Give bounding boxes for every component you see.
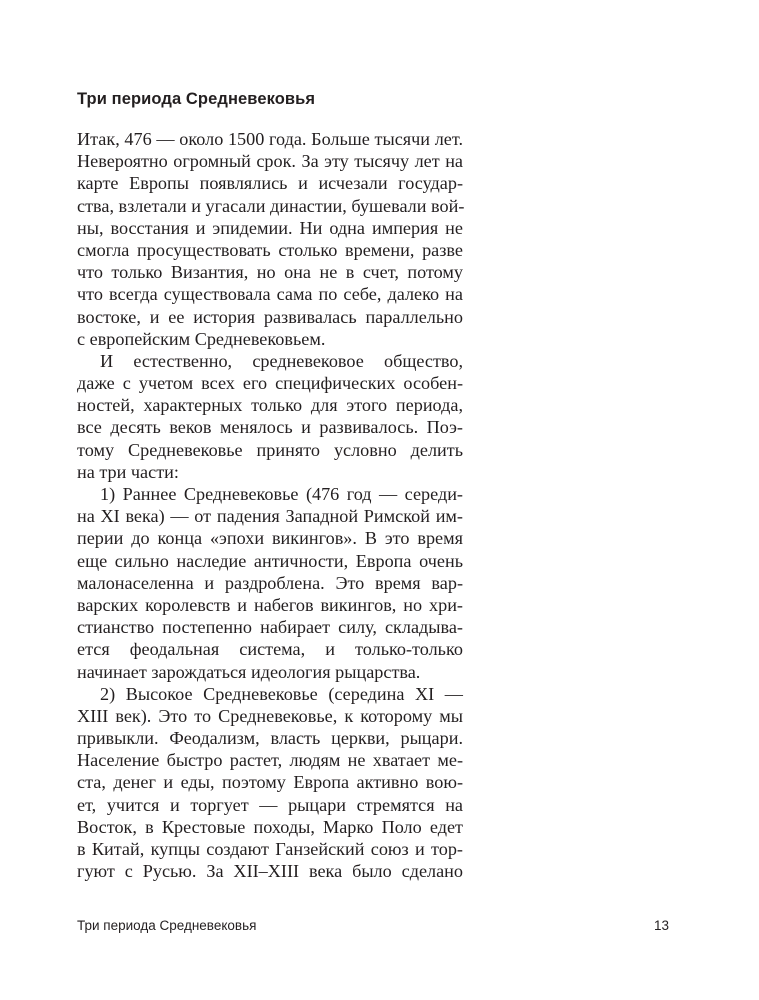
text-line: 2) Высокое Средневековье (середина XI — bbox=[100, 683, 463, 704]
text-line: Итак, 476 — около 1500 года. Больше тысячи лет. bbox=[77, 129, 463, 149]
text-line: даже с учетом всех его специфических особен- bbox=[77, 373, 463, 394]
text-line: перии до конца «эпохи викингов». В это время bbox=[77, 528, 463, 549]
section-heading: Три периода Средневековья bbox=[77, 90, 316, 108]
text-line: что только Византия, но она не в счет, потому bbox=[77, 262, 463, 283]
text-line: стианство постепенно набирает силу, складыва- bbox=[77, 617, 463, 638]
text-line: смогла просуществовать столько времени, разве bbox=[77, 239, 463, 260]
text-line: И естественно, средневековое общество, bbox=[100, 350, 463, 371]
text-line: малонаселенна и раздроблена. Это время вар- bbox=[77, 572, 463, 593]
text-line: ства, взлетали и угасали династии, бушевали вой- bbox=[77, 195, 465, 216]
text-line: варских королевств и набегов викингов, но хри- bbox=[77, 594, 463, 615]
text-line: еще сильно наследие античности, Европа очень bbox=[77, 550, 463, 571]
text-line: карте Европы появлялись и исчезали государ- bbox=[77, 173, 463, 194]
text-line: ется феодальная система, и только-только bbox=[77, 639, 463, 660]
text-line: все десять веков менялось и развивалось. Поэ- bbox=[77, 417, 463, 438]
text-line: ет, учится и торгует — рыцари стремятся на bbox=[77, 794, 463, 815]
text-line: Восток, в Крестовые походы, Марко Поло едет bbox=[77, 816, 463, 837]
text-line: ны, восстания и эпидемии. Ни одна империя не bbox=[77, 217, 463, 238]
text-line: что всегда существовала сама по себе, далеко на bbox=[77, 284, 463, 305]
body-text bbox=[77, 128, 463, 882]
text-line: на три части: bbox=[77, 461, 179, 482]
text-line: 1) Раннее Средневековье (476 год — середи- bbox=[100, 484, 463, 504]
text-line: начинает зарождаться идеология рыцарства. bbox=[77, 661, 421, 682]
text-line: Невероятно огромный срок. За эту тысячу лет на bbox=[77, 151, 463, 172]
text-line: на XI века) — от падения Западной Римской им- bbox=[77, 506, 463, 527]
text-line: ностей, характерных только для этого периода, bbox=[77, 395, 463, 416]
text-line: XIII век). Это то Средневековье, к которому мы bbox=[77, 705, 463, 726]
text-line: с европейским Средневековьем. bbox=[77, 328, 326, 349]
text-line: в Китай, купцы создают Ганзейский союз и тор- bbox=[77, 839, 463, 859]
page-number: 13 bbox=[654, 918, 670, 933]
text-line: тому Средневековье принято условно делить bbox=[77, 439, 463, 460]
text-line: ста, денег и еды, поэтому Европа активно вою- bbox=[77, 772, 463, 793]
text-line: Население быстро растет, людям не хватает ме- bbox=[77, 750, 463, 771]
text-line: гуют с Русью. За XII–XIII века было сделано bbox=[77, 861, 463, 882]
running-footer-title: Три периода Средневековья bbox=[77, 918, 257, 933]
text-line: востоке, и ее история развивалась параллельно bbox=[77, 306, 463, 327]
text-line: привыкли. Феодализм, власть церкви, рыцари. bbox=[77, 728, 463, 749]
